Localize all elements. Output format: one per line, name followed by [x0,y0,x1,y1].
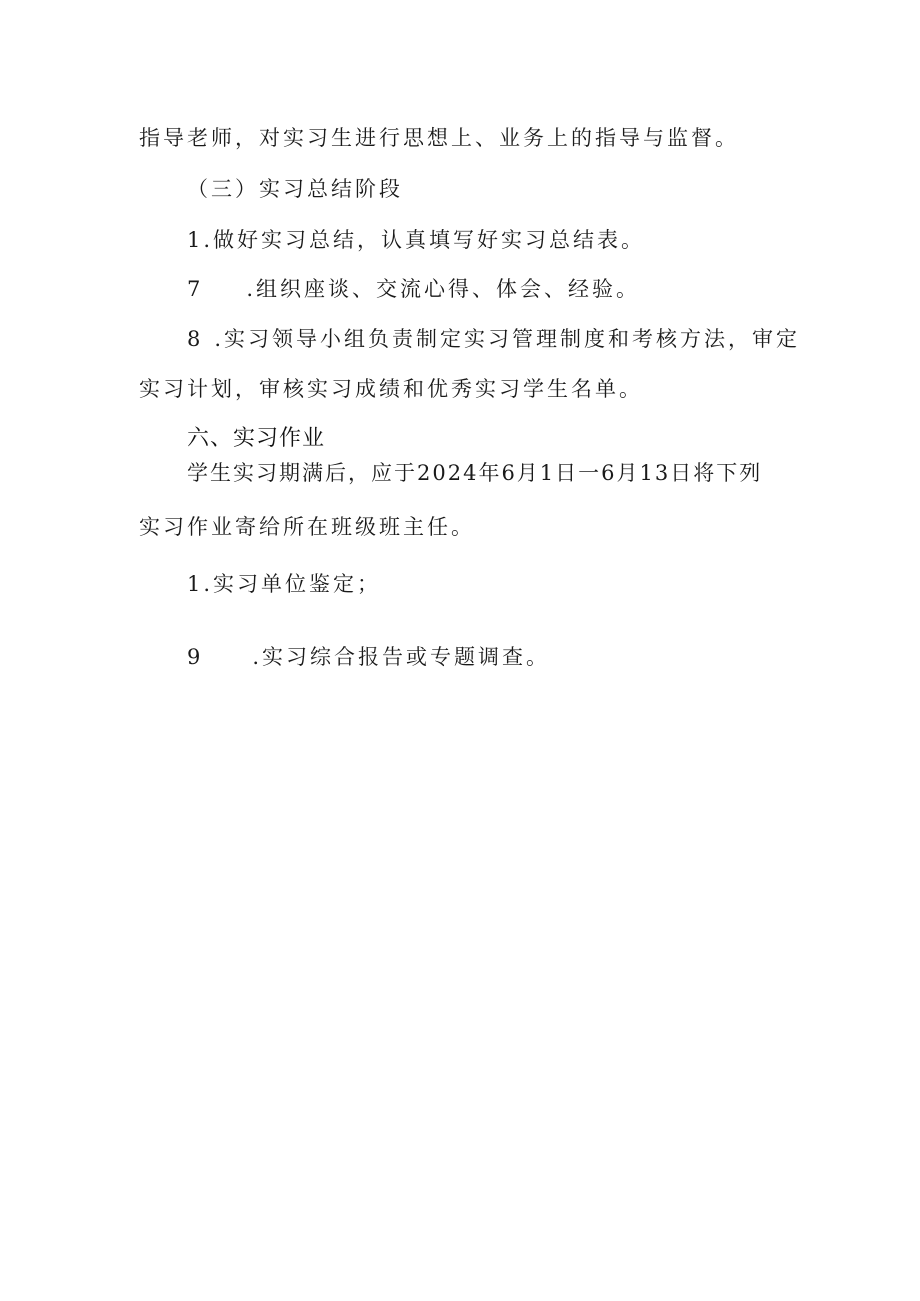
paragraph-line: 实习作业寄给所在班级班主任。 [139,515,475,539]
section-heading: 六、实习作业 [187,426,326,451]
paragraph-line: 学生实习期满后，应于2024年6月1日一6月13日将下列 [187,461,763,485]
list-number: 8 [187,327,201,351]
list-item: 1.做好实习总结，认真填写好实习总结表。 [187,228,646,252]
list-item-text: .实习领导小组负责制定实习管理制度和考核方法，审定 [214,327,801,351]
subsection-heading: （三）实习总结阶段 [187,177,403,201]
paragraph-line: 指导老师，对实习生进行思想上、业务上的指导与监督。 [139,126,739,150]
list-item [187,643,550,671]
list-number: 9 [187,645,201,669]
list-item [187,275,640,303]
list-number: 7 [187,277,201,301]
list-item: 1.实习单位鉴定； [187,572,382,596]
list-item-text: .实习综合报告或专题调查。 [252,645,551,669]
paragraph-line: 实习计划，审核实习成绩和优秀实习学生名单。 [139,377,643,401]
list-item-text: .组织座谈、交流心得、体会、经验。 [246,277,641,301]
list-item [187,325,800,353]
